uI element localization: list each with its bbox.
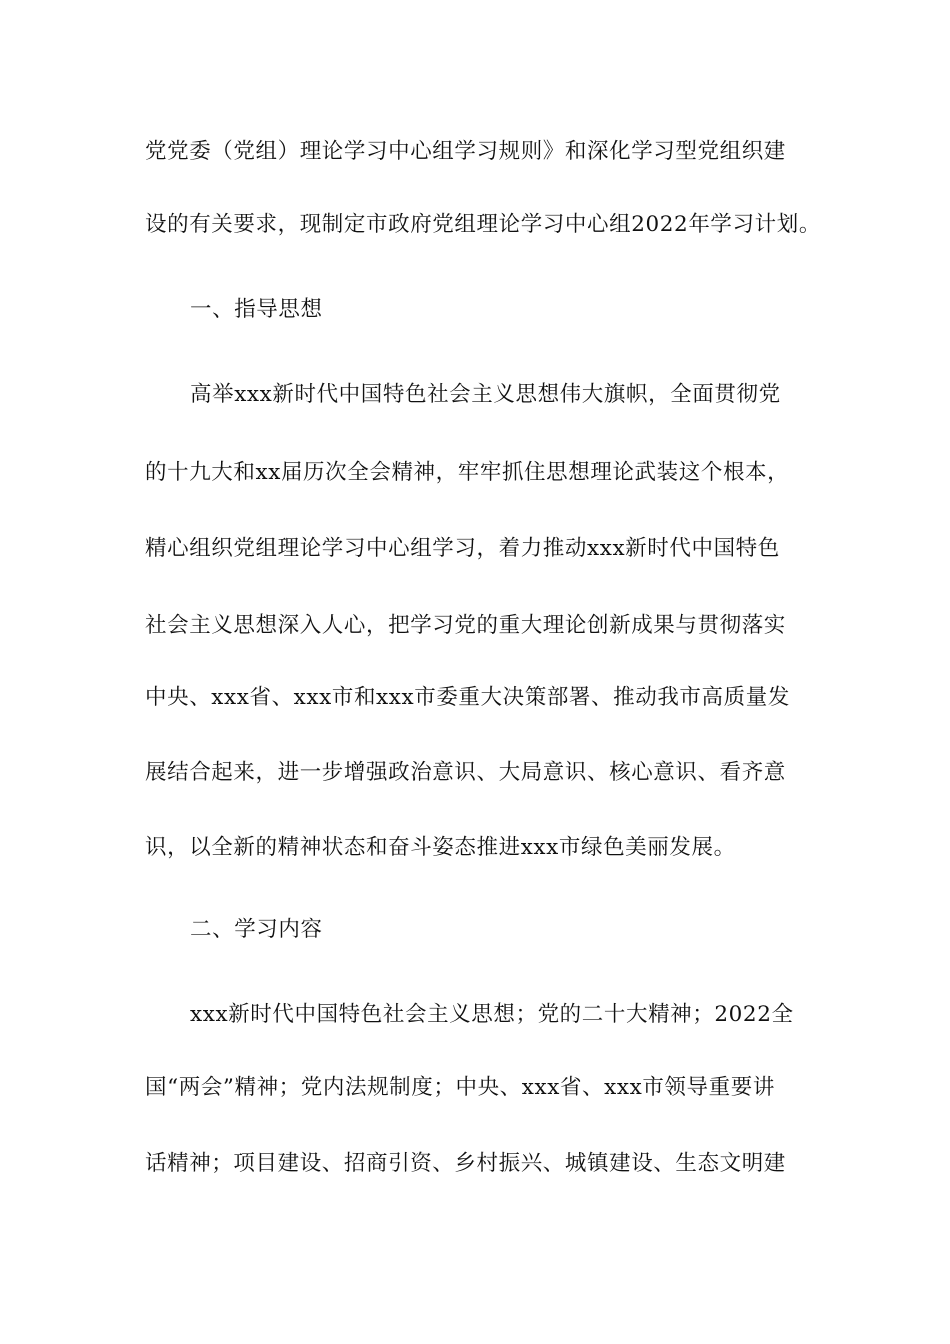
paragraph-line: 高举xxx新时代中国特色社会主义思想伟大旗帜，全面贯彻党: [190, 382, 781, 407]
paragraph-line: 话精神；项目建设、招商引资、乡村振兴、城镇建设、生态文明建: [145, 1151, 786, 1176]
section-heading: 一、指导思想: [190, 297, 323, 322]
paragraph-line: 展结合起来，进一步增强政治意识、大局意识、核心意识、看齐意: [145, 760, 786, 785]
paragraph-line: 党党委（党组）理论学习中心组学习规则》和深化学习型党组织建: [145, 139, 786, 164]
paragraph-line: 中央、xxx省、xxx市和xxx市委重大决策部署、推动我市高质量发: [145, 685, 790, 710]
paragraph-line: 识，以全新的精神状态和奋斗姿态推进xxx市绿色美丽发展。: [145, 835, 736, 860]
section-heading: 二、学习内容: [190, 917, 323, 942]
paragraph-line: 社会主义思想深入人心，把学习党的重大理论创新成果与贯彻落实: [145, 613, 786, 638]
paragraph-line: 设的有关要求，现制定市政府党组理论学习中心组2022年学习计划。: [145, 212, 821, 237]
paragraph-line: 国“两会”精神；党内法规制度；中央、xxx省、xxx市领导重要讲: [145, 1075, 775, 1100]
paragraph-line: 的十九大和xx届历次全会精神，牢牢抓住思想理论武装这个根本，: [145, 460, 790, 485]
paragraph-line: xxx新时代中国特色社会主义思想；党的二十大精神；2022全: [190, 1002, 794, 1027]
paragraph-line: 精心组织党组理论学习中心组学习，着力推动xxx新时代中国特色: [145, 536, 780, 561]
